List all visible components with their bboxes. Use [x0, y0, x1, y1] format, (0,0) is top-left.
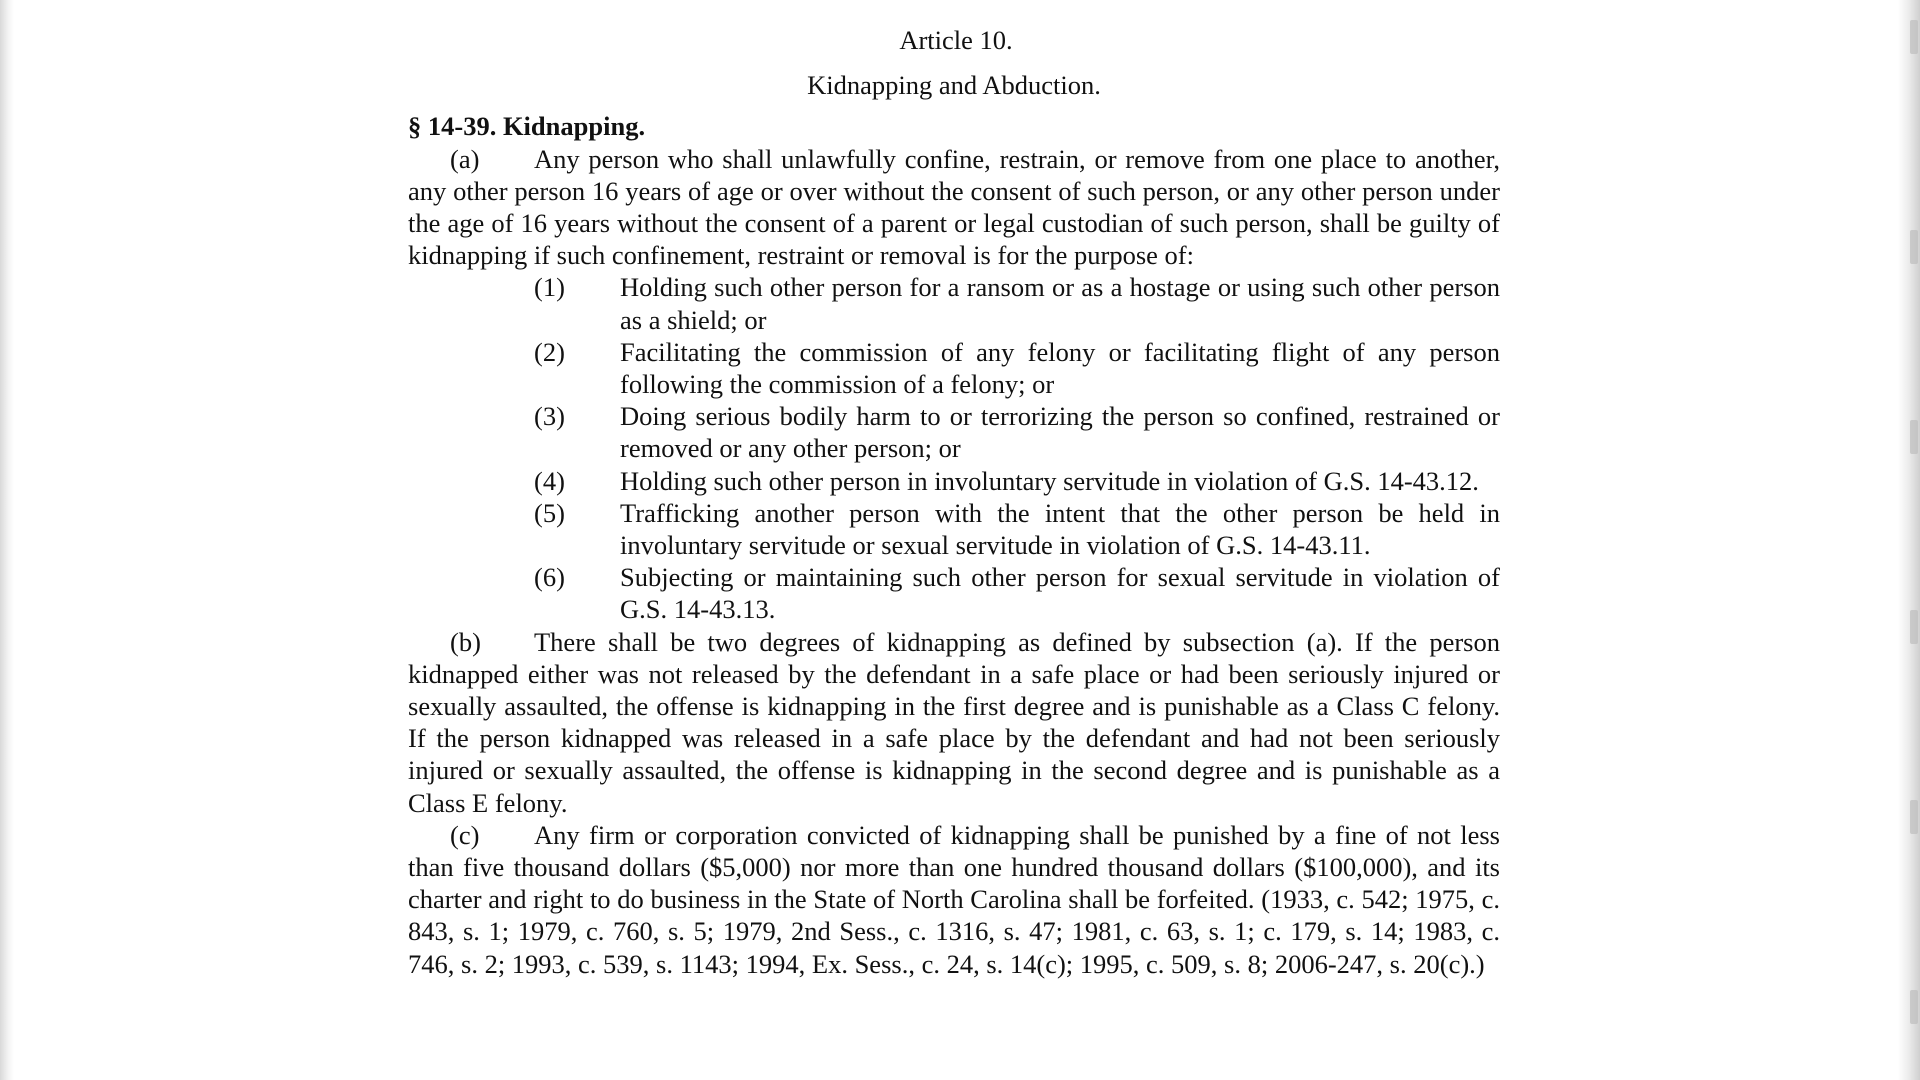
list-item-number: (5) [534, 497, 565, 528]
section-heading: § 14-39. Kidnapping. [408, 111, 646, 142]
subsection-b [408, 626, 1500, 819]
subsection-b-label: (b) [450, 626, 481, 657]
list-item-number: (4) [534, 465, 565, 496]
list-item-number: (6) [534, 562, 565, 593]
list-item-number: (1) [534, 272, 565, 303]
subsection-c-label: (c) [450, 819, 480, 850]
edge-marker [1910, 610, 1918, 644]
edge-marker [1910, 230, 1918, 264]
list-item [408, 465, 1500, 497]
list-item-text: Trafficking another person with the intent that the other person be held in involuntary servitude or sexual servitude in violation of G.S. 14-43.11. [620, 497, 1500, 561]
list-item [408, 271, 1500, 335]
right-page-edge [1898, 0, 1920, 1080]
list-item-number: (3) [534, 401, 565, 432]
edge-marker [1910, 990, 1918, 1024]
list-item-text: Facilitating the commission of any felony or facilitating flight of any person following the commission of a felony; or [620, 336, 1500, 400]
list-item [408, 400, 1500, 464]
list-item [408, 497, 1500, 561]
list-item-text: Doing serious bodily harm to or terrorizing the person so confined, restrained or removed or any other person; or [620, 401, 1500, 464]
list-item [408, 336, 1500, 400]
edge-marker [1910, 800, 1918, 834]
list-item-text: Subjecting or maintaining such other person for sexual servitude in violation of G.S. 14-43.13. [620, 562, 1500, 625]
article-number: Article 10. [899, 25, 1013, 55]
list-item-text: Holding such other person in involuntary servitude in violation of G.S. 14-43.12. [620, 465, 1479, 496]
subsection-c-text: Any firm or corporation convicted of kidnapping shall be punished by a fine of not less than five thousand dollars ($5,000) nor more than one hundred thousand dollars ($100,000), and its charter and right to do business in the State of North Carolina shall be forfeited. (1933, c. 542; 1975, c. 843, s. 1; 1979, c. 760, s. 5; 1979, 2nd Sess., c. 1316, s. 47; 1981, c. 63, s. 1; c. 179, s. 14; 1983, c. 746, s. 2; 1993, c. 539, s. 1143; 1994, Ex. Sess., c. 24, s. 14(c); 1995, c. 509, s. 8; 2006-247, s. 20(c).) [408, 819, 1500, 979]
subsection-a-label: (a) [450, 143, 480, 174]
subsection-a-text: Any person who shall unlawfully confine, restrain, or remove from one place to another, any other person 16 years of age or over without the consent of such person, or any other person under the age of 16 years without the consent of a parent or legal custodian of such person, shall be guilty of kidnapping if such confinement, restraint or removal is for the purpose of: [408, 143, 1500, 271]
left-page-edge [0, 0, 14, 1080]
list-item [408, 561, 1500, 625]
article-title: Kidnapping and Abduction. [807, 70, 1101, 101]
edge-marker [1910, 420, 1918, 454]
subsection-a [408, 143, 1500, 272]
subsection-c [408, 819, 1500, 980]
list-item-number: (2) [534, 336, 565, 367]
edge-marker [1910, 20, 1918, 54]
list-item-text: Holding such other person for a ransom or as a hostage or using such other person as a shield; or [620, 272, 1500, 335]
statute-page [408, 24, 1500, 980]
subsection-b-text: There shall be two degrees of kidnapping as defined by subsection (a). If the person kidnapped either was not released by the defendant in a safe place or had been seriously injured or sexually assaulted, the offense is kidnapping in the first degree and is punishable as a Class C felony. If the person kidnapped was released in a safe place by the defendant and had not been seriously injured or sexually assaulted, the offense is kidnapping in the second degree and is punishable as a Class E felony. [408, 626, 1500, 818]
